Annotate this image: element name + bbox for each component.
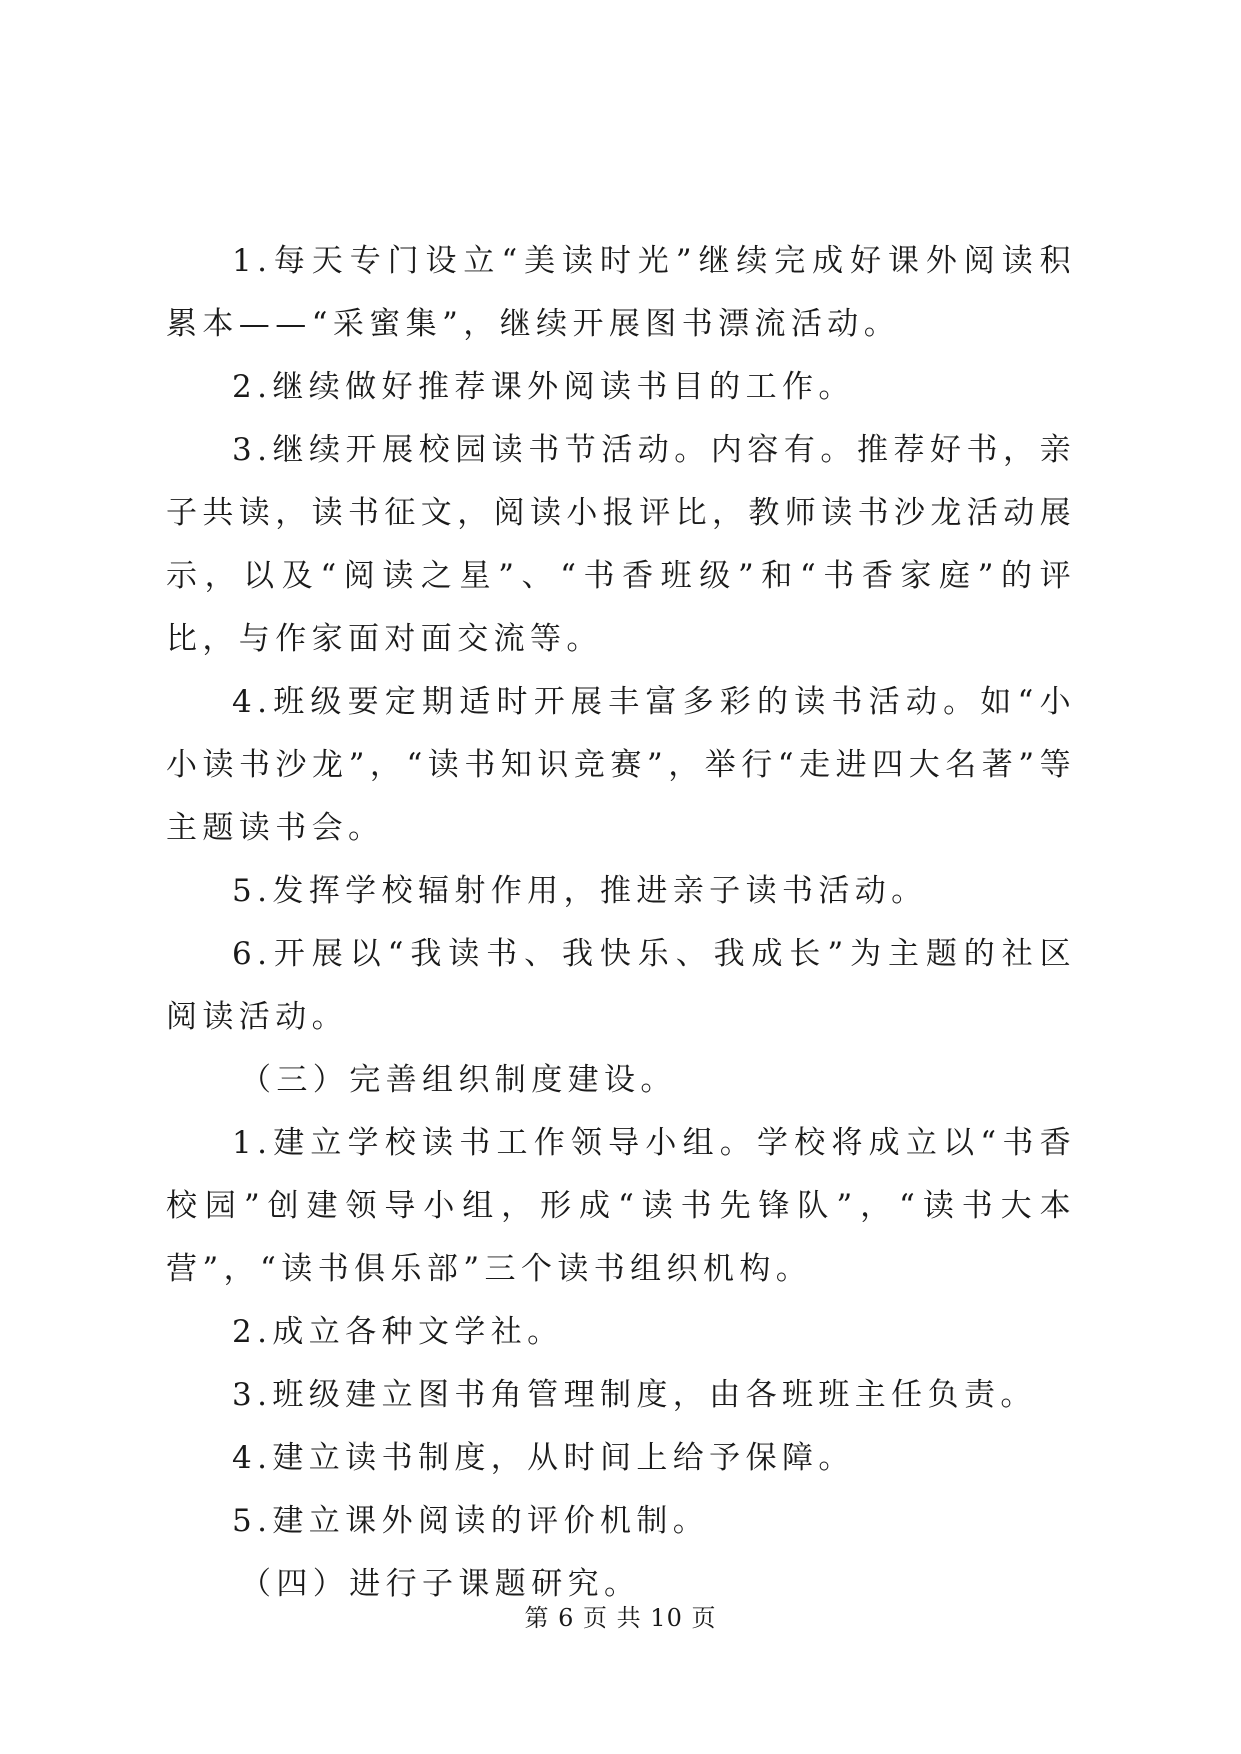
page-footer: 第 6 页 共 10 页 <box>524 1604 717 1632</box>
paragraph-item-4: 4.班级要定期适时开展丰富多彩的读书活动。如“小小读书沙龙”，“读书知识竞赛”，举行“走进四大名著”等主题读书会。 <box>166 684 1076 846</box>
paragraph-item-10: 4.建立读书制度，从时间上给予保障。 <box>232 1440 855 1476</box>
paragraph-item-7: 1.建立学校读书工作领导小组。学校将成立以“书香校园”创建领导小组，形成“读书先锋队”，“读书大本营”，“读书俱乐部”三个读书组织机构。 <box>166 1125 1076 1287</box>
section-heading-3: （三）完善组织制度建设。 <box>240 1062 677 1098</box>
paragraph-item-6: 6.开展以“我读书、我快乐、我成长”为主题的社区阅读活动。 <box>166 936 1076 1035</box>
paragraph-item-9: 3.班级建立图书角管理制度，由各班班主任负责。 <box>232 1377 1037 1413</box>
paragraph-item-11: 5.建立课外阅读的评价机制。 <box>232 1503 710 1539</box>
paragraph-item-2: 2.继续做好推荐课外阅读书目的工作。 <box>232 369 855 405</box>
paragraph-item-3: 3.继续开展校园读书节活动。内容有。推荐好书，亲子共读，读书征文，阅读小报评比，教师读书沙龙活动展示，以及“阅读之星”、“书香班级”和“书香家庭”的评比，与作家面对面交流等。 <box>166 432 1076 657</box>
paragraph-item-8: 2.成立各种文学社。 <box>232 1314 564 1350</box>
paragraph-item-1: 1.每天专门设立“美读时光”继续完成好课外阅读积累本——“采蜜集”，继续开展图书漂流活动。 <box>166 243 1076 342</box>
document-body <box>166 230 1076 1616</box>
section-heading-4: （四）进行子课题研究。 <box>240 1566 641 1602</box>
paragraph-item-5: 5.发挥学校辐射作用，推进亲子读书活动。 <box>232 873 928 909</box>
